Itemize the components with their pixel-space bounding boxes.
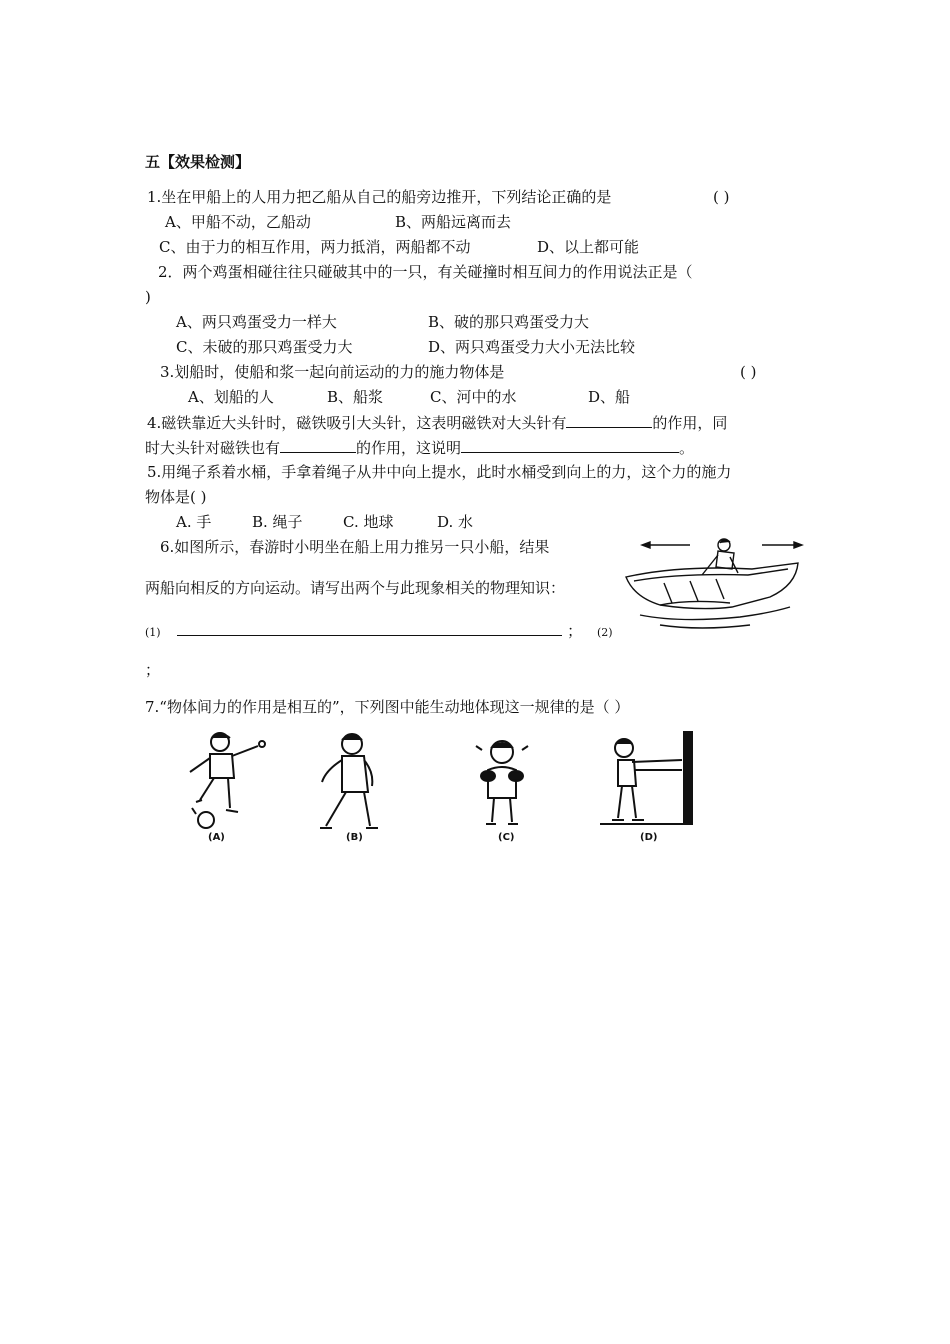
q6-label-2: (2)	[596, 626, 613, 639]
figure-c-fists	[462, 736, 542, 832]
q3-option-b: B、船浆	[327, 388, 384, 406]
q1-stem: 1.坐在甲船上的人用力把乙船从自己的船旁边推开，下列结论正确的是	[147, 188, 612, 206]
q2-option-c: C、未破的那只鸡蛋受力大	[176, 338, 353, 356]
caption-b: (B)	[346, 832, 363, 843]
q3-stem: 3.划船时，使船和浆一起向前运动的力的施力物体是	[160, 363, 505, 381]
q5-option-d: D. 水	[437, 513, 474, 531]
figure-d-wall	[598, 730, 698, 832]
caption-d: (D)	[640, 832, 658, 843]
q3-option-d: D、船	[588, 388, 631, 406]
q3-paren: ( )	[740, 363, 757, 381]
q5-option-a: A. 手	[176, 513, 212, 531]
q5-option-b: B. 绳子	[252, 513, 303, 531]
q5-stem-2: 物体是( )	[145, 488, 207, 506]
section-title: 五【效果检测】	[145, 153, 251, 171]
q1-option-d: D、以上都可能	[537, 238, 640, 256]
q6-end: ；	[145, 661, 161, 679]
q1-paren: ( )	[713, 188, 730, 206]
q4-line2	[145, 437, 694, 458]
q2-stem: 2．两个鸡蛋相碰往往只碰破其中的一只，有关碰撞时相互间力的作用说法正是（	[158, 263, 693, 281]
q2-option-b: B、破的那只鸡蛋受力大	[428, 313, 590, 331]
q2-option-a: A、两只鸡蛋受力一样大	[176, 313, 337, 331]
q2-option-d: D、两只鸡蛋受力大小无法比较	[428, 338, 636, 356]
q4-line1	[147, 412, 727, 433]
q6-label-1: (1)	[145, 626, 161, 639]
q2-stem-end: )	[145, 288, 151, 306]
figure-b-standing	[312, 728, 392, 833]
q6-stem-1: 6.如图所示，春游时小明坐在船上用力推另一只小船，结果	[160, 538, 550, 556]
figure-a-kick	[172, 728, 272, 833]
q4-text-4: 的作用，这说明	[356, 439, 462, 457]
caption-c: (C)	[498, 832, 515, 843]
q6-answer-line	[145, 620, 613, 643]
caption-a: (A)	[208, 832, 225, 843]
q4-text-2: 的作用，同	[652, 414, 728, 432]
q6-separator: ；	[567, 622, 583, 640]
q1-option-a: A、甲船不动，乙船动	[165, 213, 311, 231]
q5-stem-1: 5.用绳子系着水桶，手拿着绳子从井中向上提水，此时水桶受到向上的力，这个力的施力	[147, 463, 732, 481]
boat-figure	[620, 533, 808, 638]
q6-blank-1[interactable]	[177, 620, 562, 636]
q4-text-5: 。	[679, 439, 695, 457]
q5-option-c: C. 地球	[343, 513, 394, 531]
q6-stem-2: 两船向相反的方向运动。请写出两个与此现象相关的物理知识：	[145, 579, 566, 597]
q7-stem: 7.“物体间力的作用是相互的”，下列图中能生动地体现这一规律的是（ ）	[145, 698, 630, 716]
q3-option-a: A、划船的人	[188, 388, 274, 406]
q3-option-c: C、河中的水	[430, 388, 517, 406]
q4-blank-1[interactable]	[566, 412, 652, 428]
q4-blank-3[interactable]	[461, 437, 679, 453]
q4-text-3: 时大头针对磁铁也有	[145, 439, 281, 457]
q1-option-b: B、两船远离而去	[395, 213, 512, 231]
q1-option-c: C、由于力的相互作用，两力抵消，两船都不动	[159, 238, 471, 256]
q4-blank-2[interactable]	[280, 437, 356, 453]
q4-text-1: 4.磁铁靠近大头针时，磁铁吸引大头针，这表明磁铁对大头针有	[147, 414, 567, 432]
